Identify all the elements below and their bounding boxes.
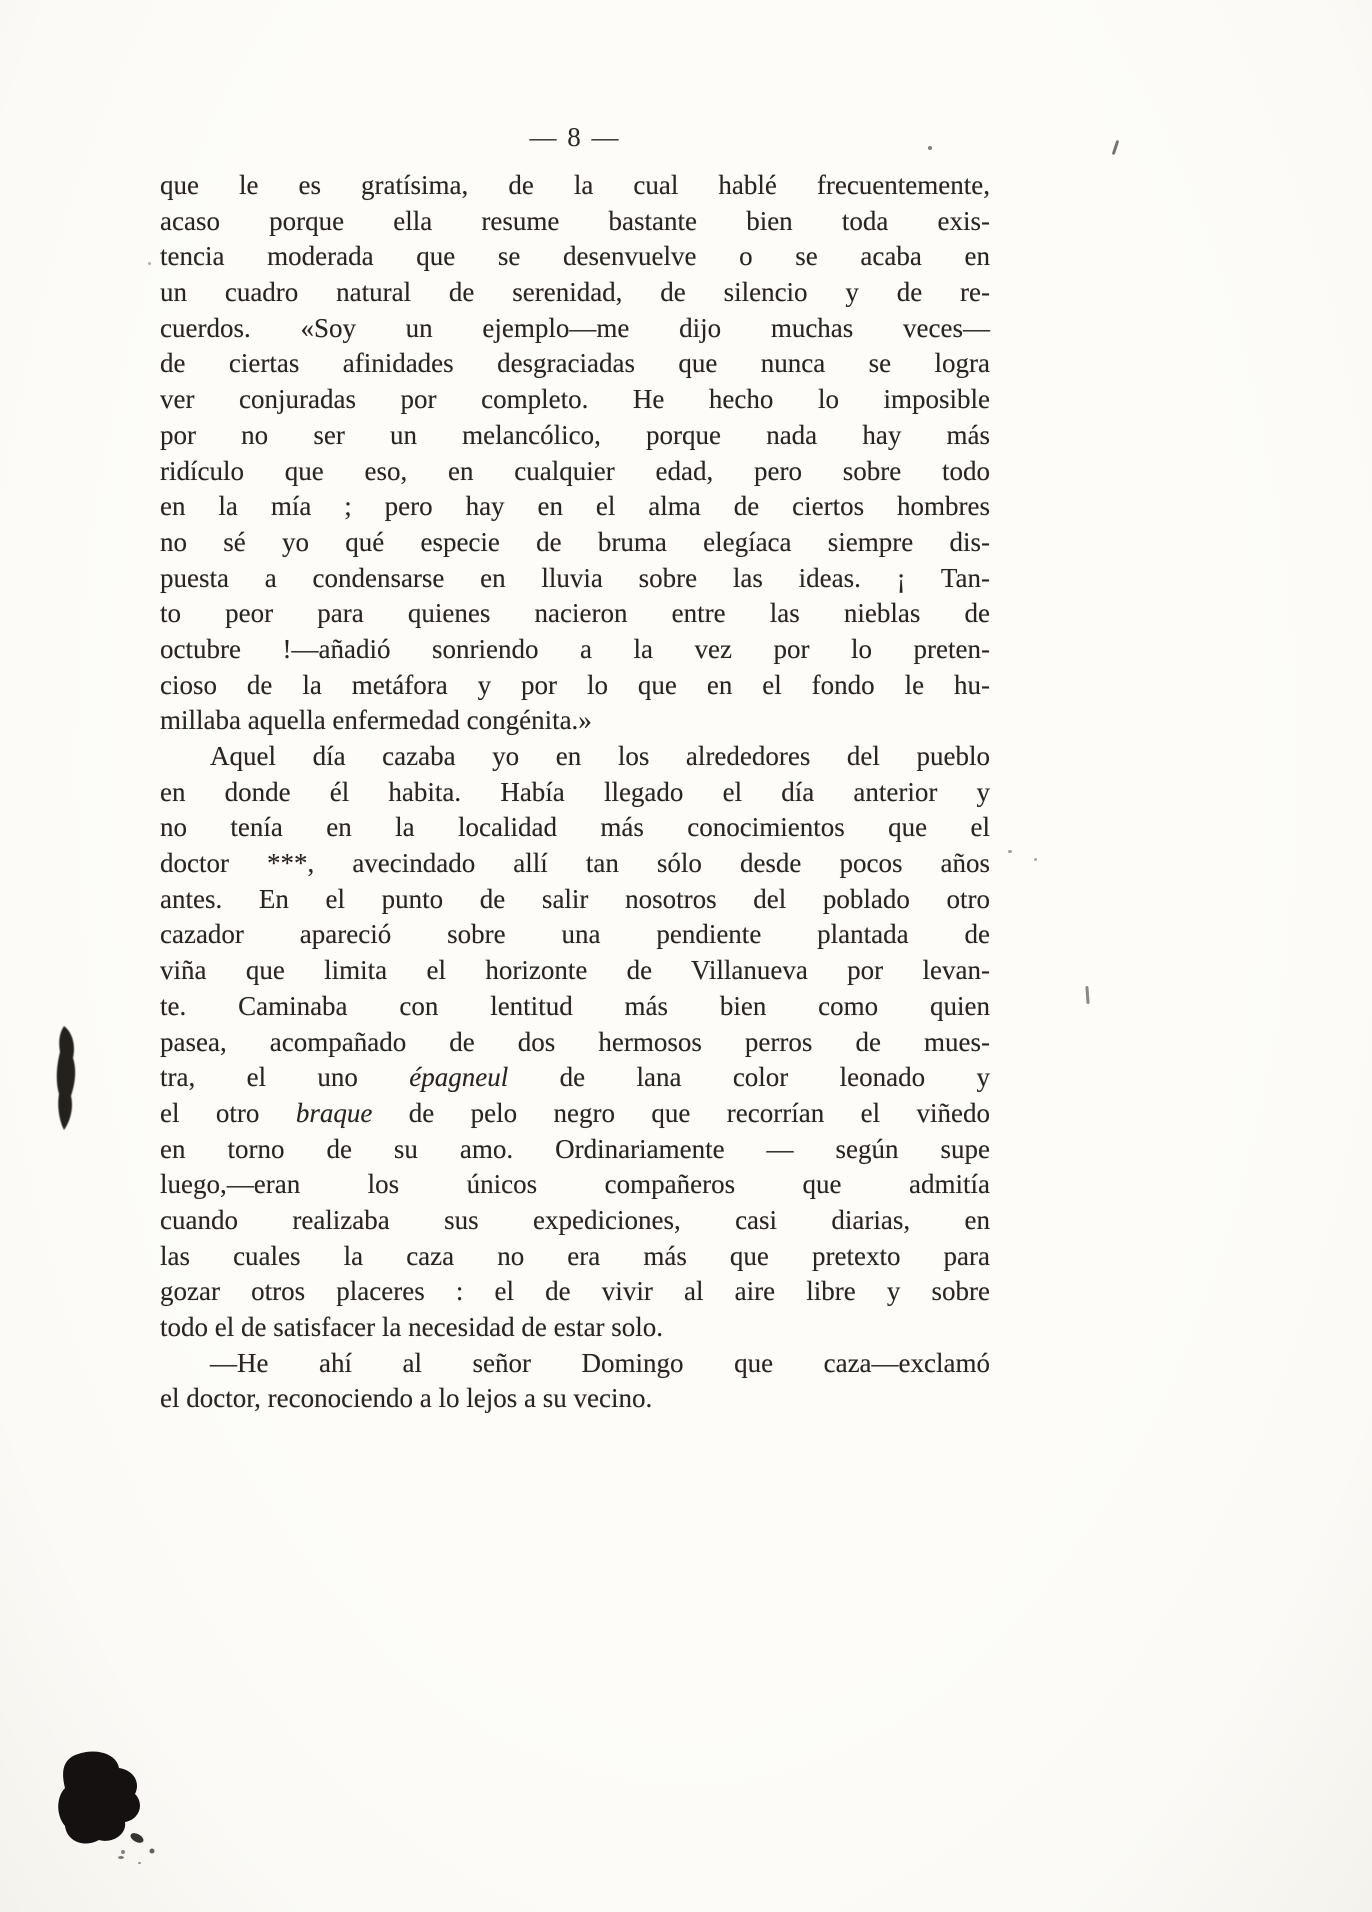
text-run: de ciertas afinidades desgraciadas que nunca se logra: [160, 348, 990, 379]
text-line: [160, 1274, 990, 1310]
text-run: gozar otros placeres : el de vivir al aire libre y sobre: [160, 1276, 990, 1307]
text-line: [160, 454, 990, 490]
text-line: [160, 775, 990, 811]
paragraph: [160, 739, 990, 1346]
text-line: [160, 1346, 990, 1382]
text-line: [160, 561, 990, 597]
text-run: —He ahí al señor Domingo que caza—exclamó: [210, 1347, 990, 1378]
text-line: [160, 882, 990, 918]
page-number: — 8 —: [529, 122, 621, 152]
scan-speck: [1112, 140, 1119, 155]
text-run: en torno de su amo. Ordinariamente — según supe: [160, 1133, 990, 1164]
text-run: cuerdos. «Soy un ejemplo—me dijo muchas veces—: [160, 312, 990, 343]
text-run: que le es gratísima, de la cual hablé frecuentemente,: [160, 170, 990, 200]
text-line: [160, 382, 990, 418]
text-run: luego,—eran los únicos compañeros que admitía: [160, 1169, 990, 1200]
ink-smudge-left-margin: [50, 1024, 84, 1139]
text-line: [160, 311, 990, 347]
text-run: en la mía ; pero hay en el alma de ciertos hombres: [160, 491, 990, 522]
text-run: ver conjuradas por completo. He hecho lo imposible: [160, 384, 990, 415]
text-run: acaso porque ella resume bastante bien toda exis-: [160, 205, 990, 236]
italic-text-run: braque: [295, 1097, 373, 1128]
text-line: [160, 917, 990, 953]
text-line: [160, 346, 990, 382]
text-run: por no ser un melancólico, porque nada hay más: [160, 419, 990, 450]
text-run: en donde él habita. Había llegado el día anterior y: [160, 776, 990, 807]
text-line: [160, 1310, 990, 1346]
text-line: [160, 668, 990, 704]
text-run: viña que limita el horizonte de Villanueva por levan-: [160, 955, 990, 986]
scan-speck: [1008, 850, 1012, 853]
paragraph: [160, 168, 990, 739]
text-run: de pelo negro que recorrían el viñedo: [372, 1097, 991, 1128]
text-run: un cuadro natural de serenidad, de silencio y de re-: [160, 277, 990, 308]
text-run: las cuales la caza no era más que pretexto para: [160, 1240, 990, 1271]
text-line: [160, 1167, 990, 1203]
scan-speck: [148, 262, 151, 265]
text-line: [160, 1132, 990, 1168]
text-run: de lana color leonado y: [508, 1062, 990, 1093]
text-line: [160, 1060, 990, 1096]
text-line: [160, 596, 990, 632]
text-run: cuando realizaba sus expediciones, casi diarias, en: [160, 1204, 990, 1235]
paragraph: [160, 1346, 990, 1417]
text-line: [160, 846, 990, 882]
text-block: [160, 168, 990, 1417]
text-run: doctor ***, avecindado allí tan sólo desde pocos años: [160, 848, 990, 879]
text-run: tencia moderada que se desenvuelve o se acaba en: [160, 241, 990, 272]
ink-blot-bottom-left: [55, 1748, 165, 1873]
text-run: Aquel día cazaba yo en los alrededores del pueblo: [210, 741, 990, 771]
text-line: [160, 1239, 990, 1275]
text-run: to peor para quienes nacieron entre las nieblas de: [160, 598, 990, 629]
text-run: puesta a condensarse en lluvia sobre las ideas. ¡ Tan-: [160, 562, 990, 593]
text-run: no sé yo qué especie de bruma elegíaca siempre dis-: [160, 526, 990, 557]
text-run: octubre !—añadió sonriendo a la vez por lo preten-: [160, 633, 990, 664]
text-line: [160, 204, 990, 240]
text-line: [160, 239, 990, 275]
text-run: todo el de satisfacer la necesidad de estar solo.: [160, 1312, 664, 1342]
text-run: ridículo que eso, en cualquier edad, pero sobre todo: [160, 455, 990, 486]
text-run: cioso de la metáfora y por lo que en el fondo le hu-: [160, 669, 990, 700]
scan-speck: [1034, 858, 1037, 861]
text-line: [160, 739, 990, 775]
text-run: no tenía en la localidad más conocimientos que el: [160, 812, 990, 843]
text-line: [160, 489, 990, 525]
text-run: tra, el uno: [160, 1062, 410, 1093]
text-line: [160, 703, 990, 739]
scan-speck: [138, 1862, 141, 1864]
text-run: cazador apareció sobre una pendiente plantada de: [160, 919, 990, 950]
text-run: millaba aquella enfermedad congénita.»: [160, 705, 592, 736]
scan-speck: [928, 146, 932, 150]
text-line: [160, 1096, 990, 1132]
text-line: [160, 1025, 990, 1061]
text-line: [160, 1203, 990, 1239]
text-line: [160, 168, 990, 204]
text-line: [160, 953, 990, 989]
italic-text-run: épagneul: [409, 1062, 509, 1093]
text-line: [160, 1381, 990, 1417]
text-line: [160, 810, 990, 846]
text-line: [160, 989, 990, 1025]
text-line: [160, 525, 990, 561]
text-line: [160, 275, 990, 311]
text-run: pasea, acompañado de dos hermosos perros de mues-: [160, 1026, 990, 1057]
text-run: el doctor, reconociendo a lo lejos a su vecino.: [160, 1383, 653, 1414]
scan-speck: [118, 1856, 124, 1859]
scan-speck: [1085, 986, 1089, 1004]
text-run: te. Caminaba con lentitud más bien como quien: [160, 990, 990, 1021]
text-line: [160, 418, 990, 454]
text-run: el otro: [160, 1097, 296, 1128]
text-run: antes. En el punto de salir nosotros del poblado otro: [160, 883, 990, 914]
text-line: [160, 632, 990, 668]
